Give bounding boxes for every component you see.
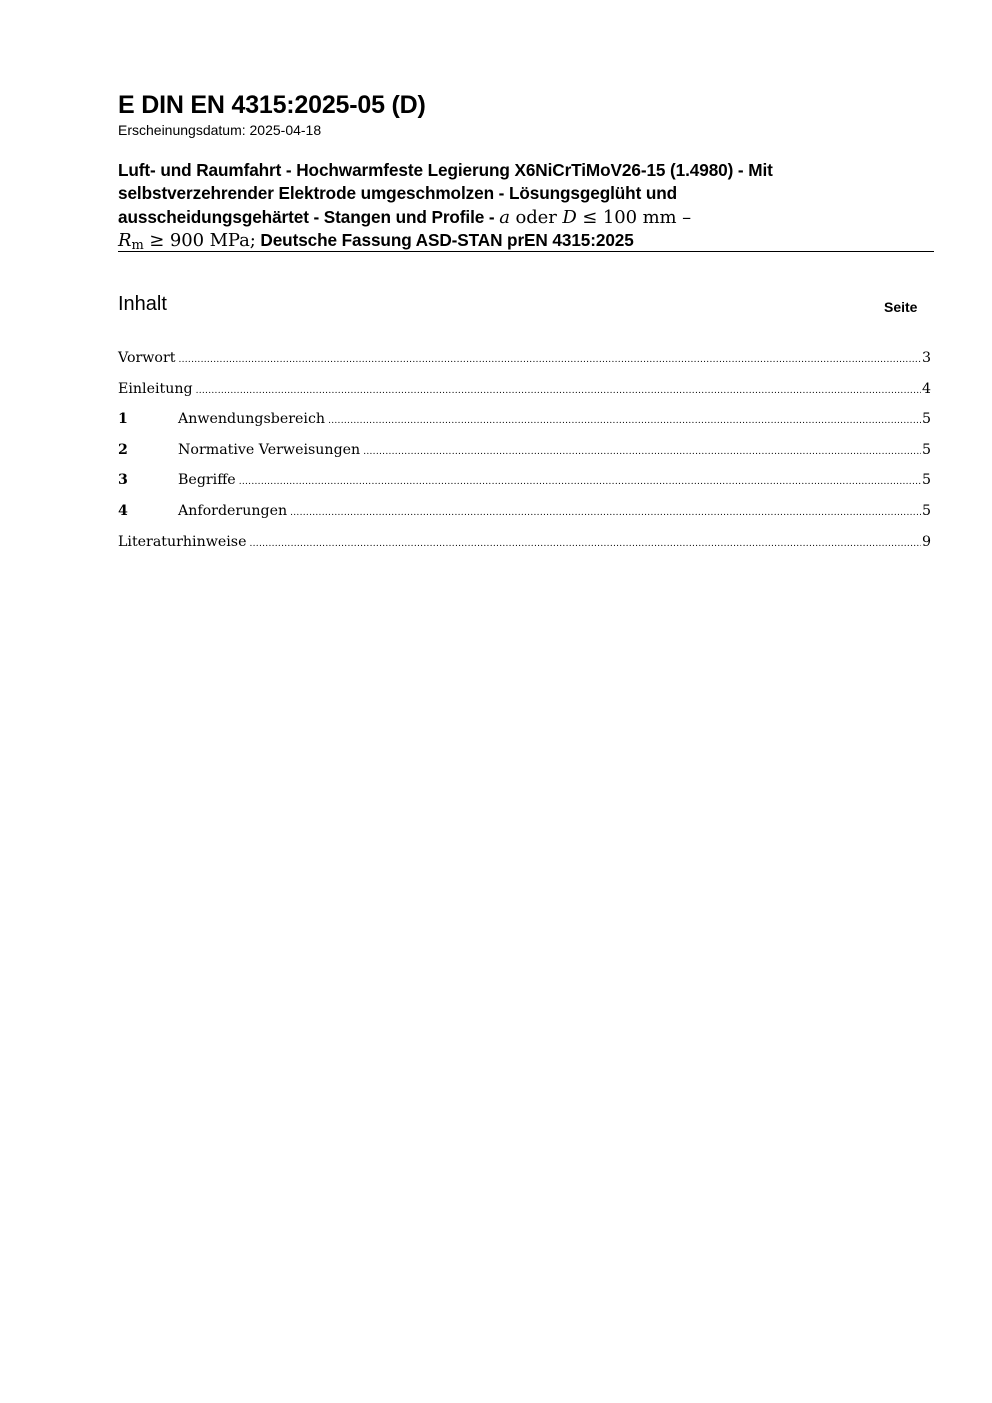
toc-item-text: Begriffe	[178, 472, 236, 489]
publication-date: Erscheinungsdatum: 2025-04-18	[118, 122, 322, 138]
toc-leader-dots	[196, 379, 921, 403]
toc-item-anforderungen[interactable]	[118, 499, 931, 530]
toc-page-label: Seite	[884, 299, 918, 315]
toc-item-text: Vorwort	[118, 350, 176, 366]
title-line-1: Luft- und Raumfahrt - Hochwarmfeste Legierung X6NiCrTiMoV26-15 (1.4980) - Mit	[118, 160, 773, 180]
title-line-2: selbstverzehrender Elektrode umgeschmolzen - Lösungsgeglüht und	[118, 183, 678, 204]
document-title	[118, 159, 918, 258]
toc-item-page: 9	[921, 533, 931, 550]
title-line-3	[118, 206, 918, 229]
toc-leader-dots	[178, 348, 921, 372]
toc-leader-dots	[363, 440, 921, 464]
title-formula-dimension	[499, 207, 691, 228]
toc-item-number: 3	[118, 472, 128, 489]
toc-item-begriffe[interactable]	[118, 468, 931, 499]
title-formula-strength	[118, 230, 256, 254]
toc-item-page: 4	[921, 380, 931, 397]
toc-item-anwendungsbereich[interactable]	[118, 407, 931, 438]
toc-item-page: 5	[921, 472, 931, 489]
math-var-a: a	[499, 206, 510, 228]
toc-item-normative-verweisungen[interactable]	[118, 438, 931, 469]
math-sub-m: m	[131, 238, 144, 254]
toc-leader-dots	[328, 409, 921, 433]
toc-item-vorwort[interactable]	[118, 346, 931, 377]
toc-item-text: Einleitung	[118, 380, 193, 397]
toc-item-text: Anforderungen	[178, 502, 288, 519]
toc-item-number: 2	[118, 441, 128, 458]
toc-leader-dots	[249, 532, 920, 556]
math-var-d: D	[562, 206, 577, 228]
title-line-4	[118, 229, 918, 257]
toc-item-page: 3	[921, 350, 931, 366]
toc-item-page: 5	[921, 441, 931, 458]
toc-item-literaturhinweise[interactable]	[118, 530, 931, 561]
toc-item-text: Anwendungsbereich	[178, 411, 326, 428]
toc-heading: Inhalt	[118, 293, 167, 315]
toc-item-text: Normative Verweisungen	[178, 441, 361, 458]
math-dimension-limit: ≤ 100 mm –	[576, 206, 692, 228]
toc-leader-dots	[290, 501, 921, 525]
math-var-r: R	[118, 230, 132, 252]
math-strength-limit: ≥ 900 MPa;	[143, 230, 256, 252]
title-line-3-text: ausscheidungsgehärtet - Stangen und Profile -	[118, 206, 500, 227]
math-word-oder: oder	[509, 206, 563, 228]
toc-item-number: 1	[118, 411, 128, 428]
title-line-4-text: Deutsche Fassung ASD-STAN prEN 4315:2025	[255, 230, 634, 251]
toc-item-einleitung[interactable]	[118, 377, 931, 408]
table-of-contents	[118, 346, 931, 560]
toc-item-number: 4	[118, 502, 128, 519]
title-divider	[118, 251, 934, 252]
toc-leader-dots	[239, 470, 921, 494]
toc-item-page: 5	[921, 411, 931, 428]
document-id: E DIN EN 4315:2025-05 (D)	[118, 91, 426, 119]
toc-item-page: 5	[921, 502, 931, 519]
toc-item-text: Literaturhinweise	[118, 533, 247, 550]
